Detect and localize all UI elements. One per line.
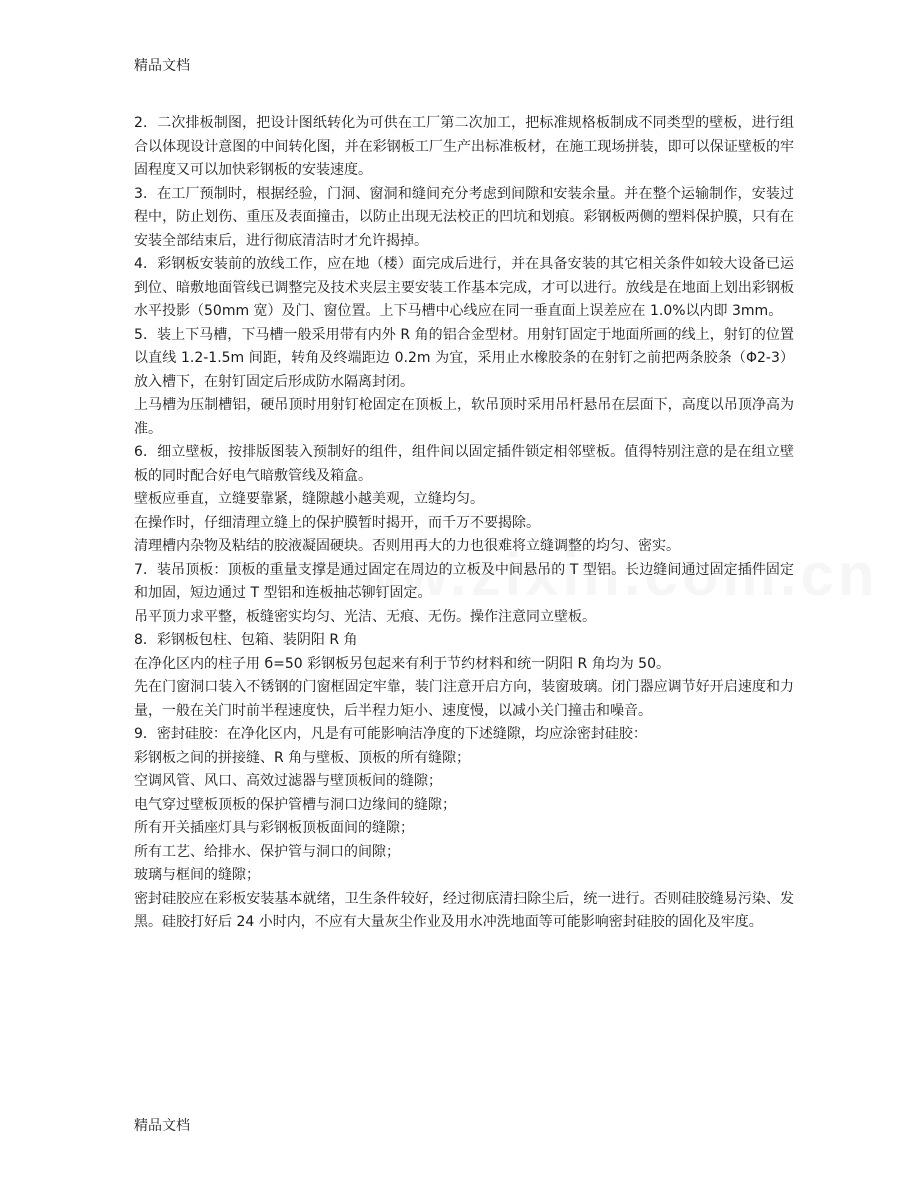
paragraph: 清理槽内杂物及粘结的胶液凝固硬块。否则用再大的力也很难将立缝调整的均匀、密实。	[134, 538, 680, 554]
paragraph: 吊平顶力求平整，板缝密实均匀、光洁、无痕、无伤。操作注意同立壁板。	[134, 608, 596, 625]
paragraph: 电气穿过壁板顶板的保护管槽与洞口边缘间的缝隙；	[134, 796, 456, 813]
page-header-label: 精品文档	[134, 58, 190, 74]
page-footer-label: 精品文档	[134, 1118, 190, 1134]
paragraph: 2．二次排板制图，把设计图纸转化为可供在工厂第二次加工，把标准规格板制成不同类型的壁板，进行组合以体现设计意图的中间转化图，并在彩钢板工厂生产出标准板材，在施工现场拼装，即可以保证壁板的牢固程度又可以加快彩钢板的安装速度。	[134, 115, 794, 178]
paragraph: 先在门窗洞口装入不锈钢的门窗框固定牢靠，装门注意开启方向，装窗玻璃。闭门器应调节好开启速度和力量，一般在关门时前半程速度快，后半程力矩小、速度慢，以减小关门撞击和噪音。	[134, 679, 794, 719]
paragraph: 玻璃与框间的缝隙；	[134, 867, 260, 883]
paragraph: 空调风管、风口、高效过滤器与壁顶板间的缝隙；	[134, 773, 442, 789]
paragraph: 9．密封硅胶：在净化区内，凡是有可能影响洁净度的下述缝隙，均应涂密封硅胶：	[134, 726, 647, 742]
paragraph: 在净化区内的柱子用 б=50 彩钢板另包起来有利于节约材料和统一阴阳 R 角均为 50。	[134, 655, 670, 672]
paragraph: 所有工艺、给排水、保护管与洞口的间隙；	[134, 843, 400, 860]
paragraph: 彩钢板之间的拼接缝、R 角与壁板、顶板的所有缝隙；	[134, 749, 471, 766]
paragraph: 6．细立壁板，按排版图装入预制好的组件，组件间以固定插件锁定相邻壁板。值得特别注意的是在组立壁板的同时配合好电气暗敷管线及箱盒。	[134, 444, 794, 484]
paragraph: 4．彩钢板安装前的放线工作，应在地（楼）面完成后进行，并在具备安装的其它相关条件如较大设备已运到位、暗敷地面管线已调整完及技术夹层主要安装工作基本完成，才可以进行。放线是在地面上划出彩钢板水平投影（50mm 宽）及门、窗位置。上下马槽中心线应在同一垂直面上误差应在 1.0%以内即 3mm。	[134, 256, 794, 319]
paragraph: 7．装吊顶板：顶板的重量支撑是通过固定在周边的立板及中间悬吊的 T 型铝。长边缝间通过固定插件固定和加固，短边通过 T 型铝和连板抽芯铆钉固定。	[134, 561, 794, 601]
document-body	[134, 112, 794, 935]
paragraph: 所有开关插座灯具与彩钢板顶板面间的缝隙；	[134, 820, 414, 836]
paragraph: 8．彩钢板包柱、包箱、装阴阳 R 角	[134, 632, 358, 648]
paragraph: 壁板应垂直，立缝要靠紧，缝隙越小越美观，立缝均匀。	[134, 491, 484, 507]
paragraph: 密封硅胶应在彩板安装基本就绪，卫生条件较好，经过彻底清扫除尘后，统一进行。否则硅胶缝易污染、发黑。硅胶打好后 24 小时内，不应有大量灰尘作业及用水冲洗地面等可能影响密封硅胶的固化及牢度。	[134, 890, 794, 930]
paragraph: 上马槽为压制槽铝，硬吊顶时用射钉枪固定在顶板上，软吊顶时采用吊杆悬吊在层面下，高度以吊顶净高为准。	[134, 397, 794, 437]
paragraph: 3．在工厂预制时，根据经验，门洞、窗洞和缝间充分考虑到间隙和安装余量。并在整个运输制作，安装过程中，防止划伤、重压及表面撞击，以防止出现无法校正的凹坑和划痕。彩钢板两侧的塑料保护膜，只有在安装全部结束后，进行彻底清洁时才允许揭掉。	[134, 185, 794, 249]
paragraph: 5．装上下马槽，下马槽一般采用带有内外 R 角的铝合金型材。用射钉固定于地面所画的线上，射钉的位置以直线 1.2-1.5m 间距，转角及终端距边 0.2m 为宜，采用止水橡胶条的在射钉之前把两条胶条（Φ2-3）放入槽下，在射钉固定后形成防水隔离封闭。	[134, 326, 794, 390]
paragraph: 在操作时，仔细清理立缝上的保护膜暂时揭开，而千万不要揭除。	[134, 514, 540, 531]
